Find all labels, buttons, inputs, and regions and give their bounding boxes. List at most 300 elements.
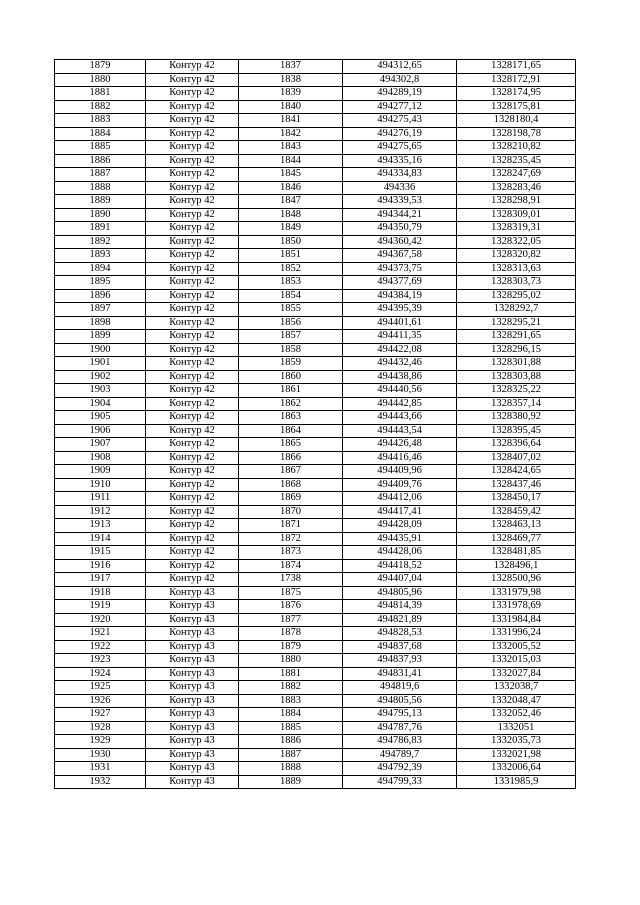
point-number-cell: 1884: [239, 708, 343, 722]
row-number-cell: 1932: [55, 775, 146, 789]
row-number-cell: 1924: [55, 667, 146, 681]
y-coordinate-cell: 1328303,73: [457, 276, 576, 290]
point-number-cell: 1860: [239, 370, 343, 384]
contour-name-cell: Контур 42: [146, 438, 239, 452]
x-coordinate-cell: 494805,56: [343, 694, 457, 708]
y-coordinate-cell: 1328303,88: [457, 370, 576, 384]
row-number-cell: 1888: [55, 181, 146, 195]
x-coordinate-cell: 494795,13: [343, 708, 457, 722]
y-coordinate-cell: 1328174,95: [457, 87, 576, 101]
table-row: [55, 168, 576, 182]
row-number-cell: 1885: [55, 141, 146, 155]
contour-name-cell: Контур 43: [146, 613, 239, 627]
point-number-cell: 1878: [239, 627, 343, 641]
x-coordinate-cell: 494275,65: [343, 141, 457, 155]
point-number-cell: 1851: [239, 249, 343, 263]
y-coordinate-cell: 1328319,31: [457, 222, 576, 236]
contour-name-cell: Контур 42: [146, 208, 239, 222]
point-number-cell: 1885: [239, 721, 343, 735]
point-number-cell: 1879: [239, 640, 343, 654]
contour-name-cell: Контур 42: [146, 478, 239, 492]
row-number-cell: 1931: [55, 762, 146, 776]
x-coordinate-cell: 494344,21: [343, 208, 457, 222]
table-row: [55, 357, 576, 371]
row-number-cell: 1929: [55, 735, 146, 749]
y-coordinate-cell: 1332006,64: [457, 762, 576, 776]
contour-name-cell: Контур 42: [146, 424, 239, 438]
table-row: [55, 289, 576, 303]
x-coordinate-cell: 494828,53: [343, 627, 457, 641]
table-row: [55, 627, 576, 641]
x-coordinate-cell: 494417,41: [343, 505, 457, 519]
x-coordinate-cell: 494289,19: [343, 87, 457, 101]
contour-name-cell: Контур 43: [146, 667, 239, 681]
x-coordinate-cell: 494422,08: [343, 343, 457, 357]
contour-name-cell: Контур 43: [146, 721, 239, 735]
point-number-cell: 1846: [239, 181, 343, 195]
y-coordinate-cell: 1328322,05: [457, 235, 576, 249]
x-coordinate-cell: 494792,39: [343, 762, 457, 776]
contour-name-cell: Контур 42: [146, 330, 239, 344]
x-coordinate-cell: 494438,86: [343, 370, 457, 384]
y-coordinate-cell: 1328198,78: [457, 127, 576, 141]
y-coordinate-cell: 1328292,7: [457, 303, 576, 317]
x-coordinate-cell: 494302,8: [343, 73, 457, 87]
x-coordinate-cell: 494277,12: [343, 100, 457, 114]
x-coordinate-cell: 494837,68: [343, 640, 457, 654]
contour-name-cell: Контур 42: [146, 451, 239, 465]
contour-name-cell: Контур 42: [146, 357, 239, 371]
x-coordinate-cell: 494418,52: [343, 559, 457, 573]
y-coordinate-cell: 1328325,22: [457, 384, 576, 398]
contour-name-cell: Контур 42: [146, 289, 239, 303]
table-row: [55, 397, 576, 411]
contour-name-cell: Контур 42: [146, 249, 239, 263]
table-row: [55, 208, 576, 222]
y-coordinate-cell: 1331996,24: [457, 627, 576, 641]
contour-name-cell: Контур 43: [146, 586, 239, 600]
y-coordinate-cell: 1328283,46: [457, 181, 576, 195]
contour-name-cell: Контур 42: [146, 73, 239, 87]
point-number-cell: 1881: [239, 667, 343, 681]
x-coordinate-cell: 494409,76: [343, 478, 457, 492]
contour-name-cell: Контур 42: [146, 127, 239, 141]
contour-name-cell: Контур 42: [146, 100, 239, 114]
table-row: [55, 681, 576, 695]
table-row: [55, 762, 576, 776]
x-coordinate-cell: 494821,89: [343, 613, 457, 627]
y-coordinate-cell: 1331978,69: [457, 600, 576, 614]
contour-name-cell: Контур 43: [146, 735, 239, 749]
point-number-cell: 1889: [239, 775, 343, 789]
y-coordinate-cell: 1328380,92: [457, 411, 576, 425]
row-number-cell: 1912: [55, 505, 146, 519]
row-number-cell: 1893: [55, 249, 146, 263]
row-number-cell: 1922: [55, 640, 146, 654]
row-number-cell: 1930: [55, 748, 146, 762]
row-number-cell: 1897: [55, 303, 146, 317]
point-number-cell: 1854: [239, 289, 343, 303]
y-coordinate-cell: 1328291,65: [457, 330, 576, 344]
y-coordinate-cell: 1328395,45: [457, 424, 576, 438]
table-row: [55, 195, 576, 209]
point-number-cell: 1855: [239, 303, 343, 317]
row-number-cell: 1914: [55, 532, 146, 546]
x-coordinate-cell: 494416,46: [343, 451, 457, 465]
table-row: [55, 127, 576, 141]
row-number-cell: 1921: [55, 627, 146, 641]
table-row: [55, 559, 576, 573]
row-number-cell: 1915: [55, 546, 146, 560]
table-row: [55, 613, 576, 627]
x-coordinate-cell: 494428,06: [343, 546, 457, 560]
table-row: [55, 546, 576, 560]
point-number-cell: 1847: [239, 195, 343, 209]
table-row: [55, 775, 576, 789]
y-coordinate-cell: 1328235,45: [457, 154, 576, 168]
table-body: [55, 60, 576, 789]
contour-name-cell: Контур 43: [146, 640, 239, 654]
y-coordinate-cell: 1328210,82: [457, 141, 576, 155]
contour-name-cell: Контур 43: [146, 708, 239, 722]
table-row: [55, 154, 576, 168]
row-number-cell: 1904: [55, 397, 146, 411]
y-coordinate-cell: 1328424,65: [457, 465, 576, 479]
point-number-cell: 1877: [239, 613, 343, 627]
x-coordinate-cell: 494276,19: [343, 127, 457, 141]
point-number-cell: 1842: [239, 127, 343, 141]
row-number-cell: 1880: [55, 73, 146, 87]
point-number-cell: 1848: [239, 208, 343, 222]
table-row: [55, 492, 576, 506]
table-row: [55, 667, 576, 681]
point-number-cell: 1858: [239, 343, 343, 357]
table-row: [55, 721, 576, 735]
table-row: [55, 694, 576, 708]
row-number-cell: 1916: [55, 559, 146, 573]
point-number-cell: 1875: [239, 586, 343, 600]
point-number-cell: 1882: [239, 681, 343, 695]
coordinates-page: [54, 59, 575, 789]
x-coordinate-cell: 494409,96: [343, 465, 457, 479]
table-row: [55, 87, 576, 101]
point-number-cell: 1869: [239, 492, 343, 506]
table-row: [55, 316, 576, 330]
contour-name-cell: Контур 42: [146, 262, 239, 276]
contour-name-cell: Контур 42: [146, 87, 239, 101]
y-coordinate-cell: 1328396,64: [457, 438, 576, 452]
y-coordinate-cell: 1328496,1: [457, 559, 576, 573]
y-coordinate-cell: 1328171,65: [457, 60, 576, 74]
table-row: [55, 330, 576, 344]
table-row: [55, 343, 576, 357]
contour-name-cell: Контур 42: [146, 276, 239, 290]
contour-name-cell: Контур 42: [146, 154, 239, 168]
table-row: [55, 222, 576, 236]
point-number-cell: 1863: [239, 411, 343, 425]
point-number-cell: 1870: [239, 505, 343, 519]
y-coordinate-cell: 1332035,73: [457, 735, 576, 749]
y-coordinate-cell: 1328459,42: [457, 505, 576, 519]
row-number-cell: 1928: [55, 721, 146, 735]
x-coordinate-cell: 494789,7: [343, 748, 457, 762]
row-number-cell: 1910: [55, 478, 146, 492]
point-number-cell: 1841: [239, 114, 343, 128]
x-coordinate-cell: 494440,56: [343, 384, 457, 398]
point-number-cell: 1844: [239, 154, 343, 168]
y-coordinate-cell: 1328180,4: [457, 114, 576, 128]
x-coordinate-cell: 494819,6: [343, 681, 457, 695]
x-coordinate-cell: 494443,66: [343, 411, 457, 425]
table-row: [55, 478, 576, 492]
row-number-cell: 1907: [55, 438, 146, 452]
y-coordinate-cell: 1328463,13: [457, 519, 576, 533]
y-coordinate-cell: 1332048,47: [457, 694, 576, 708]
contour-name-cell: Контур 43: [146, 654, 239, 668]
row-number-cell: 1899: [55, 330, 146, 344]
table-row: [55, 100, 576, 114]
x-coordinate-cell: 494401,61: [343, 316, 457, 330]
row-number-cell: 1895: [55, 276, 146, 290]
contour-name-cell: Контур 42: [146, 559, 239, 573]
table-row: [55, 424, 576, 438]
x-coordinate-cell: 494407,04: [343, 573, 457, 587]
x-coordinate-cell: 494831,41: [343, 667, 457, 681]
x-coordinate-cell: 494275,43: [343, 114, 457, 128]
table-row: [55, 465, 576, 479]
row-number-cell: 1901: [55, 357, 146, 371]
contour-name-cell: Контур 42: [146, 222, 239, 236]
x-coordinate-cell: 494384,19: [343, 289, 457, 303]
y-coordinate-cell: 1328172,91: [457, 73, 576, 87]
table-row: [55, 654, 576, 668]
contour-name-cell: Контур 43: [146, 681, 239, 695]
x-coordinate-cell: 494360,42: [343, 235, 457, 249]
row-number-cell: 1911: [55, 492, 146, 506]
y-coordinate-cell: 1328296,15: [457, 343, 576, 357]
y-coordinate-cell: 1328450,17: [457, 492, 576, 506]
point-number-cell: 1868: [239, 478, 343, 492]
table-row: [55, 505, 576, 519]
x-coordinate-cell: 494335,16: [343, 154, 457, 168]
x-coordinate-cell: 494395,39: [343, 303, 457, 317]
row-number-cell: 1917: [55, 573, 146, 587]
table-row: [55, 181, 576, 195]
y-coordinate-cell: 1328500,96: [457, 573, 576, 587]
row-number-cell: 1919: [55, 600, 146, 614]
point-number-cell: 1862: [239, 397, 343, 411]
row-number-cell: 1892: [55, 235, 146, 249]
contour-name-cell: Контур 43: [146, 694, 239, 708]
row-number-cell: 1900: [55, 343, 146, 357]
table-row: [55, 640, 576, 654]
y-coordinate-cell: 1328298,91: [457, 195, 576, 209]
point-number-cell: 1838: [239, 73, 343, 87]
row-number-cell: 1898: [55, 316, 146, 330]
point-number-cell: 1888: [239, 762, 343, 776]
row-number-cell: 1923: [55, 654, 146, 668]
row-number-cell: 1887: [55, 168, 146, 182]
point-number-cell: 1738: [239, 573, 343, 587]
point-number-cell: 1840: [239, 100, 343, 114]
contour-name-cell: Контур 42: [146, 370, 239, 384]
x-coordinate-cell: 494435,91: [343, 532, 457, 546]
point-number-cell: 1867: [239, 465, 343, 479]
point-number-cell: 1871: [239, 519, 343, 533]
table-row: [55, 600, 576, 614]
row-number-cell: 1925: [55, 681, 146, 695]
table-row: [55, 586, 576, 600]
x-coordinate-cell: 494412,06: [343, 492, 457, 506]
contour-name-cell: Контур 42: [146, 411, 239, 425]
row-number-cell: 1918: [55, 586, 146, 600]
y-coordinate-cell: 1332005,52: [457, 640, 576, 654]
y-coordinate-cell: 1328175,81: [457, 100, 576, 114]
row-number-cell: 1896: [55, 289, 146, 303]
row-number-cell: 1894: [55, 262, 146, 276]
row-number-cell: 1905: [55, 411, 146, 425]
y-coordinate-cell: 1332052,46: [457, 708, 576, 722]
x-coordinate-cell: 494443,54: [343, 424, 457, 438]
x-coordinate-cell: 494432,46: [343, 357, 457, 371]
table-row: [55, 438, 576, 452]
x-coordinate-cell: 494814,39: [343, 600, 457, 614]
point-number-cell: 1852: [239, 262, 343, 276]
y-coordinate-cell: 1328313,63: [457, 262, 576, 276]
contour-name-cell: Контур 42: [146, 114, 239, 128]
table-row: [55, 411, 576, 425]
contour-name-cell: Контур 43: [146, 775, 239, 789]
row-number-cell: 1920: [55, 613, 146, 627]
point-number-cell: 1864: [239, 424, 343, 438]
row-number-cell: 1890: [55, 208, 146, 222]
point-number-cell: 1859: [239, 357, 343, 371]
y-coordinate-cell: 1332038,7: [457, 681, 576, 695]
point-number-cell: 1837: [239, 60, 343, 74]
point-number-cell: 1880: [239, 654, 343, 668]
contour-name-cell: Контур 42: [146, 316, 239, 330]
row-number-cell: 1908: [55, 451, 146, 465]
contour-name-cell: Контур 43: [146, 748, 239, 762]
point-number-cell: 1843: [239, 141, 343, 155]
x-coordinate-cell: 494428,09: [343, 519, 457, 533]
row-number-cell: 1891: [55, 222, 146, 236]
contour-name-cell: Контур 42: [146, 195, 239, 209]
y-coordinate-cell: 1328320,82: [457, 249, 576, 263]
table-row: [55, 370, 576, 384]
y-coordinate-cell: 1328309,01: [457, 208, 576, 222]
x-coordinate-cell: 494339,53: [343, 195, 457, 209]
contour-name-cell: Контур 43: [146, 600, 239, 614]
x-coordinate-cell: 494442,85: [343, 397, 457, 411]
row-number-cell: 1906: [55, 424, 146, 438]
coordinates-table: [54, 59, 576, 789]
contour-name-cell: Контур 42: [146, 492, 239, 506]
row-number-cell: 1889: [55, 195, 146, 209]
x-coordinate-cell: 494411,35: [343, 330, 457, 344]
point-number-cell: 1872: [239, 532, 343, 546]
y-coordinate-cell: 1332015,03: [457, 654, 576, 668]
point-number-cell: 1853: [239, 276, 343, 290]
contour-name-cell: Контур 42: [146, 532, 239, 546]
table-row: [55, 249, 576, 263]
table-row: [55, 73, 576, 87]
contour-name-cell: Контур 42: [146, 141, 239, 155]
x-coordinate-cell: 494426,48: [343, 438, 457, 452]
point-number-cell: 1873: [239, 546, 343, 560]
x-coordinate-cell: 494805,96: [343, 586, 457, 600]
contour-name-cell: Контур 42: [146, 303, 239, 317]
point-number-cell: 1856: [239, 316, 343, 330]
contour-name-cell: Контур 43: [146, 627, 239, 641]
x-coordinate-cell: 494786,83: [343, 735, 457, 749]
table-row: [55, 748, 576, 762]
table-row: [55, 519, 576, 533]
x-coordinate-cell: 494799,33: [343, 775, 457, 789]
y-coordinate-cell: 1331985,9: [457, 775, 576, 789]
point-number-cell: 1866: [239, 451, 343, 465]
table-row: [55, 303, 576, 317]
row-number-cell: 1881: [55, 87, 146, 101]
point-number-cell: 1861: [239, 384, 343, 398]
y-coordinate-cell: 1328247,69: [457, 168, 576, 182]
x-coordinate-cell: 494350,79: [343, 222, 457, 236]
contour-name-cell: Контур 42: [146, 60, 239, 74]
point-number-cell: 1849: [239, 222, 343, 236]
table-row: [55, 451, 576, 465]
row-number-cell: 1903: [55, 384, 146, 398]
y-coordinate-cell: 1332027,84: [457, 667, 576, 681]
table-row: [55, 235, 576, 249]
x-coordinate-cell: 494787,76: [343, 721, 457, 735]
table-row: [55, 114, 576, 128]
x-coordinate-cell: 494334,83: [343, 168, 457, 182]
row-number-cell: 1902: [55, 370, 146, 384]
contour-name-cell: Контур 42: [146, 573, 239, 587]
y-coordinate-cell: 1328295,21: [457, 316, 576, 330]
y-coordinate-cell: 1332051: [457, 721, 576, 735]
contour-name-cell: Контур 42: [146, 168, 239, 182]
y-coordinate-cell: 1328301,88: [457, 357, 576, 371]
row-number-cell: 1883: [55, 114, 146, 128]
x-coordinate-cell: 494336: [343, 181, 457, 195]
row-number-cell: 1882: [55, 100, 146, 114]
table-row: [55, 735, 576, 749]
table-row: [55, 262, 576, 276]
point-number-cell: 1887: [239, 748, 343, 762]
row-number-cell: 1886: [55, 154, 146, 168]
contour-name-cell: Контур 42: [146, 465, 239, 479]
y-coordinate-cell: 1328295,02: [457, 289, 576, 303]
point-number-cell: 1857: [239, 330, 343, 344]
row-number-cell: 1909: [55, 465, 146, 479]
x-coordinate-cell: 494373,75: [343, 262, 457, 276]
contour-name-cell: Контур 42: [146, 343, 239, 357]
x-coordinate-cell: 494312,65: [343, 60, 457, 74]
point-number-cell: 1845: [239, 168, 343, 182]
contour-name-cell: Контур 42: [146, 505, 239, 519]
row-number-cell: 1913: [55, 519, 146, 533]
point-number-cell: 1876: [239, 600, 343, 614]
contour-name-cell: Контур 43: [146, 762, 239, 776]
table-row: [55, 532, 576, 546]
table-row: [55, 276, 576, 290]
y-coordinate-cell: 1331984,84: [457, 613, 576, 627]
y-coordinate-cell: 1332021,98: [457, 748, 576, 762]
point-number-cell: 1839: [239, 87, 343, 101]
contour-name-cell: Контур 42: [146, 384, 239, 398]
point-number-cell: 1886: [239, 735, 343, 749]
